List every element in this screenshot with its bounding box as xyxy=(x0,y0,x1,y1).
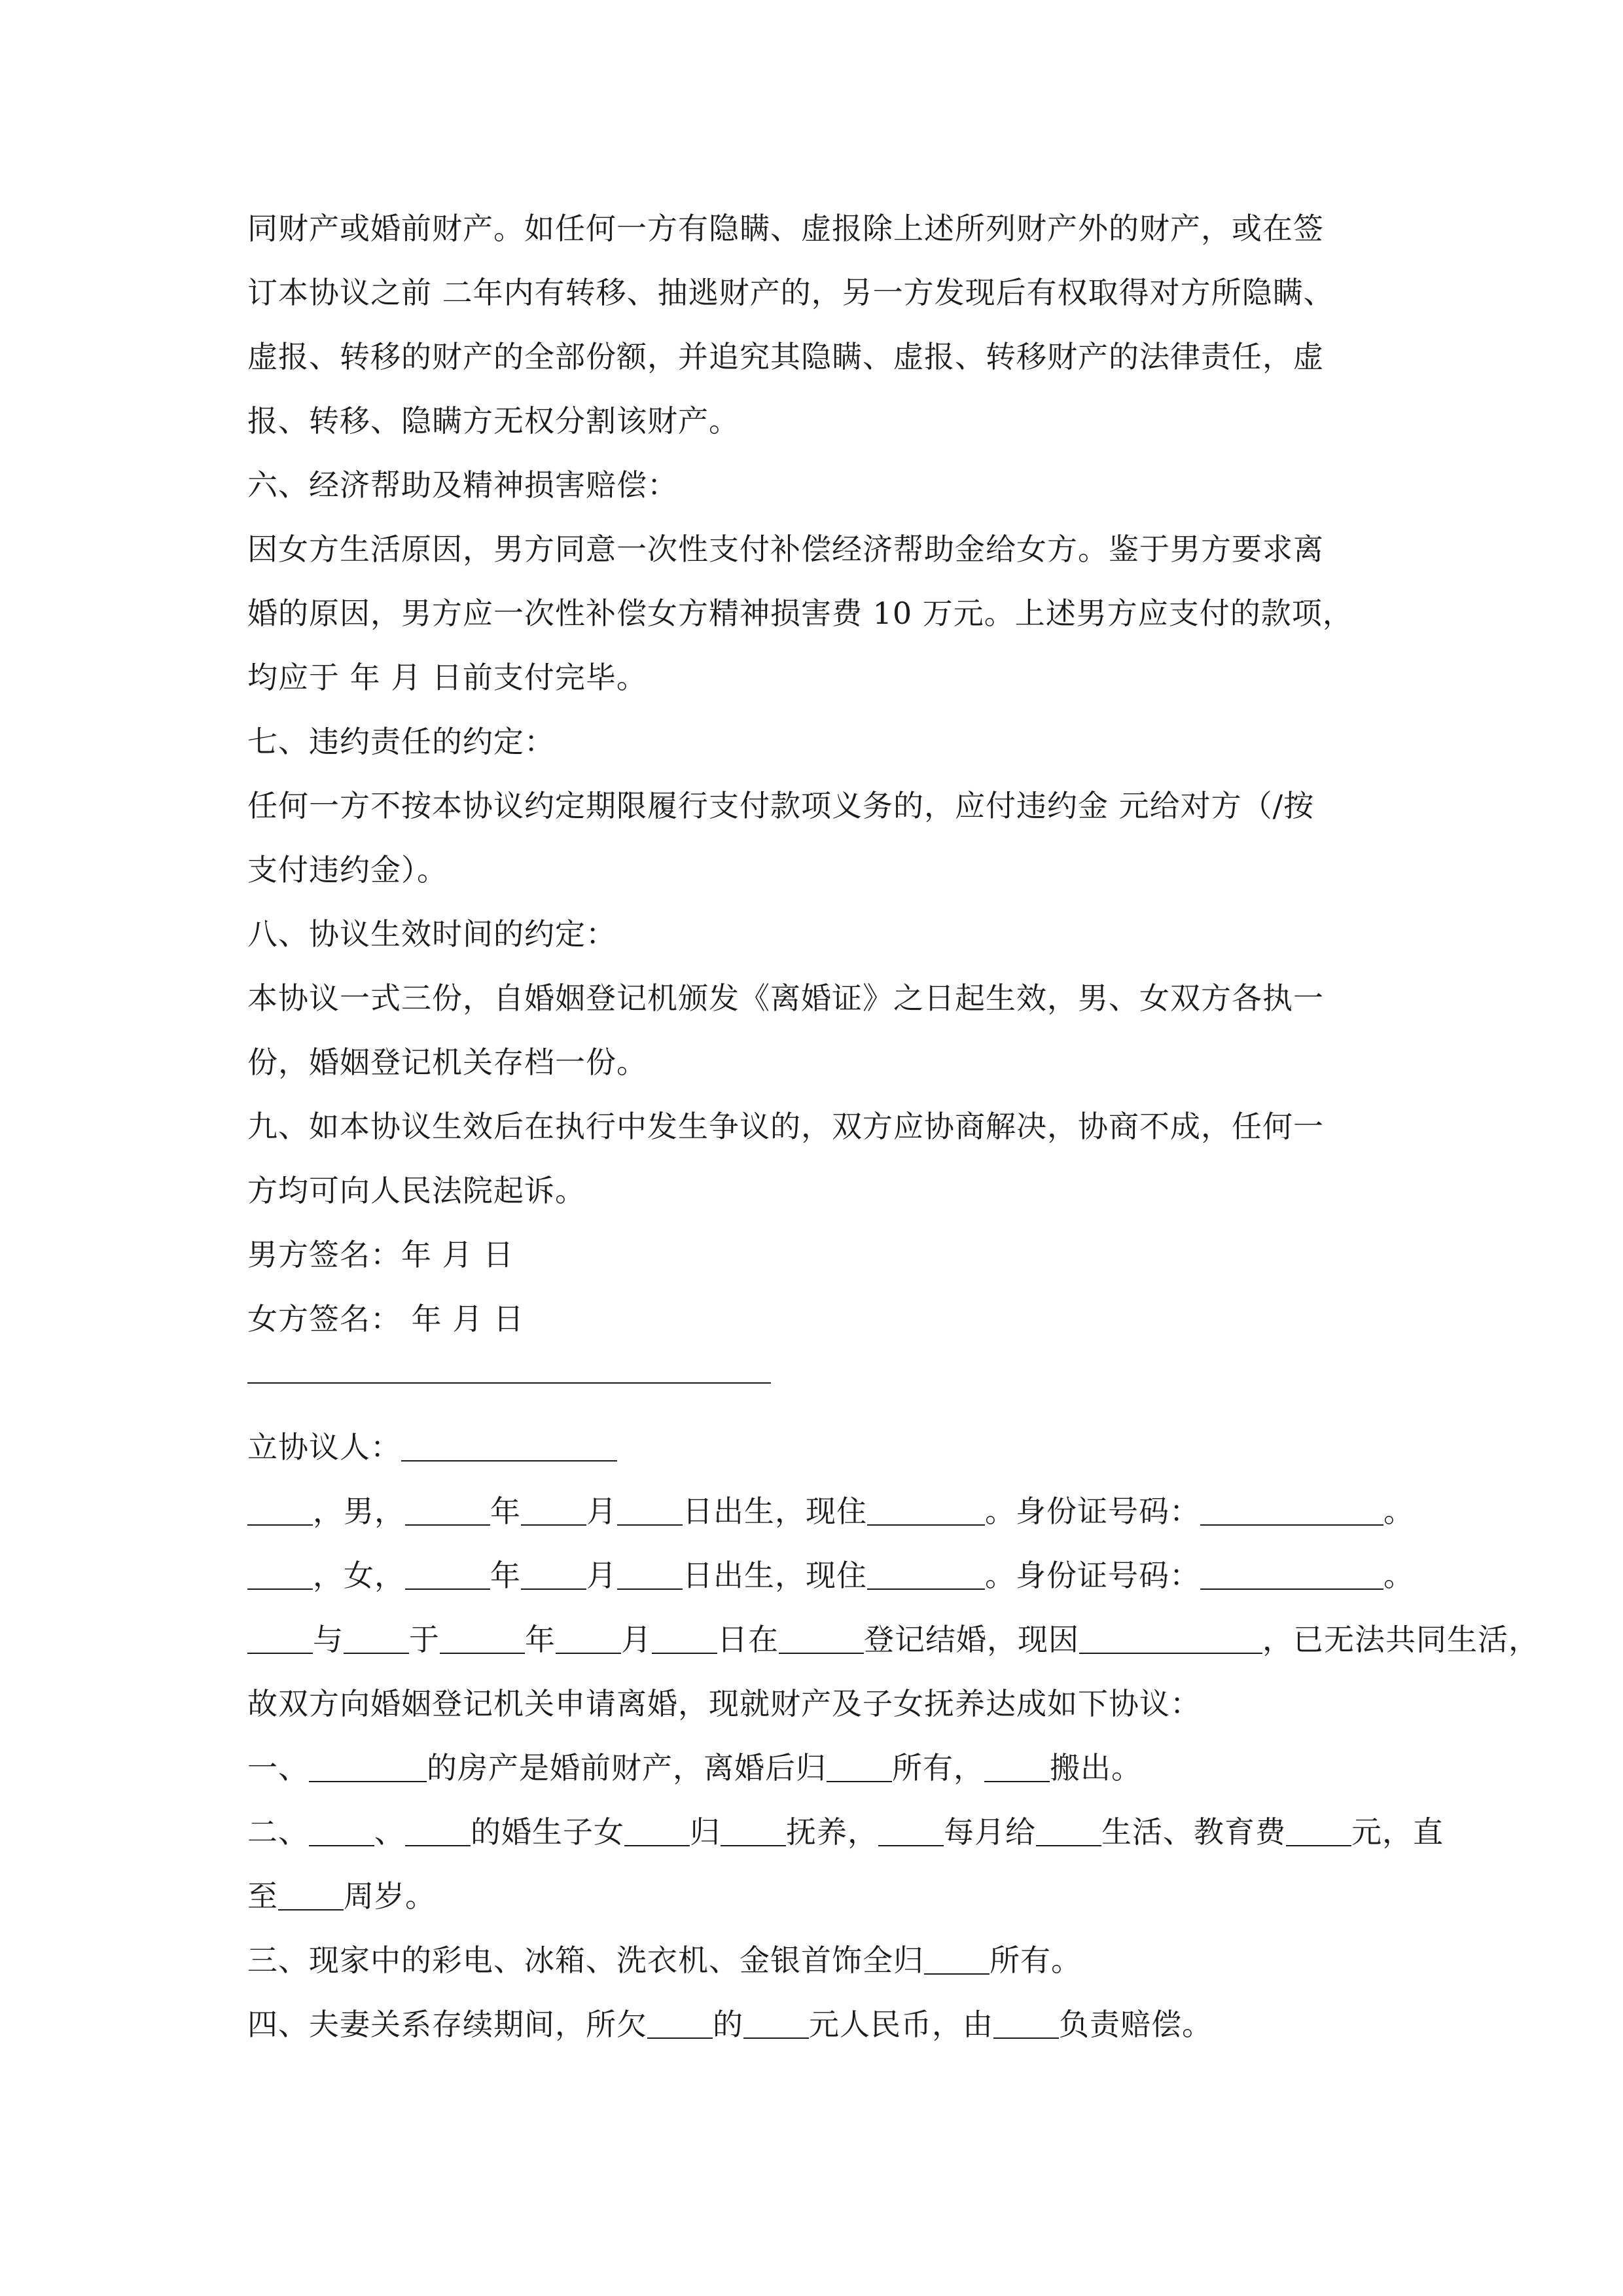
item-3-text-b: 所有。 xyxy=(990,1943,1082,1978)
item-1-mover-blank[interactable] xyxy=(984,1755,1050,1782)
item-2-text-f: 元，直 xyxy=(1351,1814,1444,1850)
item-2-continuation-line xyxy=(247,1864,1399,1928)
body-line-10: 任何一方不按本协议约定期限履行支付款项义务的，应付违约金 元给对方（/按 xyxy=(247,788,1315,823)
item-2-child-blank[interactable] xyxy=(624,1819,690,1846)
item-4-debtor-blank[interactable] xyxy=(993,2011,1059,2039)
male-sex-text: ，男， xyxy=(313,1494,405,1529)
female-year-label: 年 xyxy=(490,1558,521,1593)
body-line-4: 报、转移、隐瞒方无权分割该财产。 xyxy=(247,403,740,439)
item-1-line xyxy=(247,1736,1399,1800)
male-signature-line: 男方签名：年 月 日 xyxy=(247,1237,514,1272)
female-address-blank[interactable] xyxy=(867,1562,985,1590)
female-month-label: 月 xyxy=(586,1558,617,1593)
item-1-text-b: 所有， xyxy=(892,1750,984,1785)
male-info-line xyxy=(247,1479,1414,1543)
male-birth-day-blank[interactable] xyxy=(617,1498,683,1526)
female-id-blank[interactable] xyxy=(1200,1562,1383,1590)
body-line-3: 虚报、转移的财产的全部份额，并追究其隐瞒、虚报、转移财产的法律责任，虚 xyxy=(247,339,1324,374)
male-id-blank[interactable] xyxy=(1200,1498,1383,1526)
male-birth-month-blank[interactable] xyxy=(521,1498,586,1526)
marriage-year-label: 年 xyxy=(525,1622,556,1657)
party-line xyxy=(247,1415,1399,1479)
item-4-text-a: 四、夫妻关系存续期间，所欠 xyxy=(247,2007,647,2042)
item-2-prefix: 二、 xyxy=(247,1814,309,1850)
item-2-payee-blank[interactable] xyxy=(1036,1819,1101,1846)
marriage-month-blank[interactable] xyxy=(556,1626,621,1654)
item-2-payer-blank[interactable] xyxy=(878,1819,944,1846)
male-id-label: 。身份证号码： xyxy=(985,1494,1200,1529)
apply-line: 故双方向婚姻登记机关申请离婚，现就财产及子女抚养达成如下协议： xyxy=(247,1686,1201,1721)
marriage-with-text: 与 xyxy=(313,1622,344,1657)
male-month-label: 月 xyxy=(586,1494,617,1529)
item-1-text-a: 的房产是婚前财产，离婚后归 xyxy=(427,1750,827,1785)
female-line-end: 。 xyxy=(1383,1558,1414,1593)
divorce-reason-blank[interactable] xyxy=(1079,1626,1262,1654)
marriage-year-blank[interactable] xyxy=(440,1626,525,1654)
female-day-label: 日出生，现住 xyxy=(683,1558,867,1593)
item-2-amount-blank[interactable] xyxy=(1286,1819,1351,1846)
marriage-month-label: 月 xyxy=(621,1622,652,1657)
section-heading-6: 六、经济帮助及精神损害赔偿： xyxy=(247,467,678,503)
male-birth-year-blank[interactable] xyxy=(405,1498,490,1526)
item-2-cont-text-b: 周岁。 xyxy=(344,1878,436,1914)
male-name-blank[interactable] xyxy=(247,1498,313,1526)
item-2-text-a: 的婚生子女 xyxy=(471,1814,624,1850)
item-2-custodian-blank[interactable] xyxy=(721,1819,786,1846)
item-2-text-d: 每月给 xyxy=(944,1814,1036,1850)
section-heading-9: 九、如本协议生效后在执行中发生争议的，双方应协商解决，协商不成，任何一 xyxy=(247,1109,1324,1144)
section-heading-7: 七、违约责任的约定： xyxy=(247,724,555,759)
item-3-text-a: 三、现家中的彩电、冰箱、洗衣机、金银首饰全归 xyxy=(247,1943,924,1978)
marriage-line xyxy=(247,1607,1539,1672)
item-2-text-c: 抚养， xyxy=(786,1814,878,1850)
body-line-2: 订本协议之前 二年内有转移、抽逃财产的，另一方发现后有权取得对方所隐瞒、 xyxy=(247,275,1334,310)
female-birth-day-blank[interactable] xyxy=(617,1562,683,1590)
marriage-day-blank[interactable] xyxy=(652,1626,717,1654)
item-2-parent-b-blank[interactable] xyxy=(405,1819,471,1846)
marriage-registered-text: 登记结婚，现因 xyxy=(864,1622,1079,1657)
female-birth-month-blank[interactable] xyxy=(521,1562,586,1590)
party-label: 立协议人： xyxy=(247,1429,401,1465)
section-divider xyxy=(247,1351,1399,1415)
item-2-parent-a-blank[interactable] xyxy=(309,1819,374,1846)
item-3-owner-blank[interactable] xyxy=(924,1947,990,1975)
section-heading-8: 八、协议生效时间的约定： xyxy=(247,916,616,952)
male-year-label: 年 xyxy=(490,1494,521,1529)
item-2-cont-text-a: 至 xyxy=(247,1878,278,1914)
female-id-label: 。身份证号码： xyxy=(985,1558,1200,1593)
document-body xyxy=(247,196,1539,2056)
body-line-8: 均应于 年 月 日前支付完毕。 xyxy=(247,660,647,695)
item-3-line xyxy=(247,1928,1399,1992)
item-1-owner-blank[interactable] xyxy=(309,1755,427,1782)
item-1-text-c: 搬出。 xyxy=(1050,1750,1142,1785)
item-2-text-e: 生活、教育费 xyxy=(1101,1814,1286,1850)
marriage-party-a-blank[interactable] xyxy=(247,1626,313,1654)
marriage-cannot-text: ，已无法共同生活， xyxy=(1262,1622,1539,1657)
party-name-blank[interactable] xyxy=(401,1434,617,1462)
item-2-age-blank[interactable] xyxy=(278,1883,344,1910)
body-line-6: 因女方生活原因，男方同意一次性支付补偿经济帮助金给女方。鉴于男方要求离 xyxy=(247,531,1324,567)
marriage-place-blank[interactable] xyxy=(779,1626,864,1654)
female-info-line xyxy=(247,1543,1414,1607)
male-day-label: 日出生，现住 xyxy=(683,1494,867,1529)
item-4-line xyxy=(247,1992,1399,2056)
male-address-blank[interactable] xyxy=(867,1498,985,1526)
item-4-text-c: 元人民币，由 xyxy=(809,2007,993,2042)
body-line-7: 婚的原因，男方应一次性补偿女方精神损害费 10 万元。上述男方应支付的款项， xyxy=(247,596,1353,631)
item-4-text-b: 的 xyxy=(713,2007,743,2042)
item-4-text-d: 负责赔偿。 xyxy=(1059,2007,1213,2042)
item-2-line xyxy=(247,1800,1444,1864)
marriage-party-b-blank[interactable] xyxy=(344,1626,409,1654)
body-line-1: 同财产或婚前财产。如任何一方有隐瞒、虚报除上述所列财产外的财产，或在签 xyxy=(247,211,1324,246)
body-line-13: 本协议一式三份，自婚姻登记机颁发《离婚证》之日起生效，男、女双方各执一 xyxy=(247,980,1324,1016)
body-line-16: 方均可向人民法院起诉。 xyxy=(247,1173,586,1208)
item-2-sep: 、 xyxy=(374,1814,405,1850)
marriage-at-text: 于 xyxy=(409,1622,440,1657)
item-2-text-b: 归 xyxy=(690,1814,721,1850)
female-name-blank[interactable] xyxy=(247,1562,313,1590)
item-4-creditor-blank[interactable] xyxy=(647,2011,713,2039)
item-1-prefix: 一、 xyxy=(247,1750,309,1785)
female-signature-line: 女方签名： 年 月 日 xyxy=(247,1301,524,1336)
body-line-14: 份，婚姻登记机关存档一份。 xyxy=(247,1045,647,1080)
item-1-recipient-blank[interactable] xyxy=(827,1755,892,1782)
female-sex-text: ，女， xyxy=(313,1558,405,1593)
item-4-amount-blank[interactable] xyxy=(743,2011,809,2039)
male-line-end: 。 xyxy=(1383,1494,1414,1529)
body-line-11: 支付违约金）。 xyxy=(247,852,448,888)
female-birth-year-blank[interactable] xyxy=(405,1562,490,1590)
marriage-day-label: 日在 xyxy=(717,1622,779,1657)
